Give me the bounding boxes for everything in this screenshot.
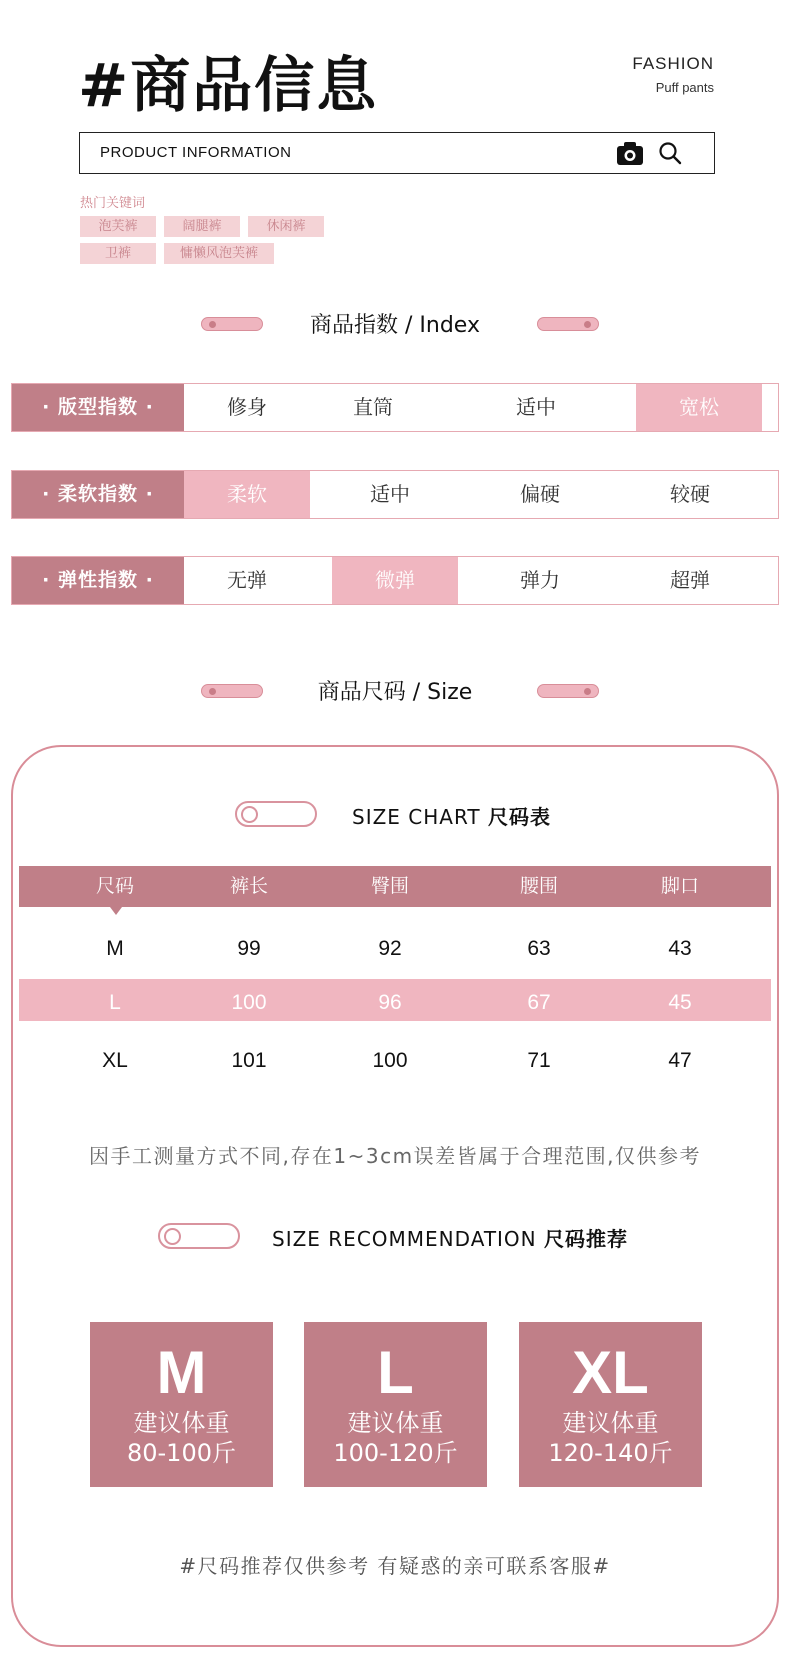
page-title: #商品信息 xyxy=(78,51,379,121)
elasticity-option-none: 无弹 xyxy=(227,568,267,592)
decor-pill-right xyxy=(537,317,599,331)
table-cell: 101 xyxy=(231,1049,267,1072)
column-header-size: 尺码 xyxy=(95,875,134,897)
column-header-length: 裤长 xyxy=(229,875,268,897)
recommendation-size: M xyxy=(156,1339,207,1406)
recommendation-size: XL xyxy=(572,1339,649,1406)
recommendation-card-l xyxy=(304,1322,487,1487)
fit-option-loose: 宽松 xyxy=(636,384,762,431)
column-header-waist: 腰围 xyxy=(519,875,558,897)
recommendation-card-m xyxy=(90,1322,273,1487)
fit-option-regular: 适中 xyxy=(516,395,556,419)
size-recommendation-heading-cn: 尺码推荐 xyxy=(544,1227,628,1251)
column-header-hip: 臀围 xyxy=(370,875,409,897)
elasticity-index-row xyxy=(11,556,779,605)
recommendation-range: 120-140斤 xyxy=(548,1439,673,1467)
search-bar[interactable] xyxy=(79,132,715,174)
fashion-subtitle: Puff pants xyxy=(655,80,714,95)
search-icon[interactable] xyxy=(658,141,682,165)
fit-index-label: · 版型指数 · xyxy=(12,384,184,431)
decor-pill-right xyxy=(537,684,599,698)
elasticity-option-stretch: 弹力 xyxy=(520,568,560,592)
measurement-note: 因手工测量方式不同,存在1~3cm误差皆属于合理范围,仅供参考 xyxy=(89,1144,701,1168)
hot-keywords-label: 热门关键词 xyxy=(80,196,146,211)
softness-option-medium: 适中 xyxy=(370,482,410,506)
recommendation-card-xl xyxy=(519,1322,702,1487)
recommendation-label: 建议体重 xyxy=(562,1409,659,1437)
size-chart-heading-en: SIZE CHART xyxy=(352,805,481,829)
table-cell: 71 xyxy=(527,1049,551,1072)
softness-option-hard: 较硬 xyxy=(670,482,710,506)
size-chart-heading xyxy=(352,801,551,830)
recommendation-label: 建议体重 xyxy=(347,1409,444,1437)
size-chart-heading-cn: 尺码表 xyxy=(488,805,551,829)
decor-pill-left xyxy=(201,317,263,331)
elasticity-option-slight: 微弹 xyxy=(332,557,458,604)
fit-option-slim: 修身 xyxy=(227,395,267,419)
recommendation-label: 建议体重 xyxy=(133,1409,230,1437)
camera-icon[interactable] xyxy=(616,140,644,166)
fashion-label: FASHION xyxy=(632,54,714,73)
keyword-tag[interactable]: 卫裤 xyxy=(80,243,156,264)
fit-option-straight: 直筒 xyxy=(353,395,393,419)
index-section-title: 商品指数 / Index xyxy=(310,313,480,338)
recommendation-range: 100-120斤 xyxy=(333,1439,458,1467)
table-cell: XL xyxy=(102,1049,128,1072)
recommendation-range: 80-100斤 xyxy=(126,1439,236,1467)
table-cell: 96 xyxy=(378,991,402,1014)
elasticity-index-label: · 弹性指数 · xyxy=(12,557,184,604)
keyword-tag[interactable]: 阔腿裤 xyxy=(164,216,240,237)
table-cell: 45 xyxy=(668,991,692,1014)
table-cell: 92 xyxy=(378,937,402,960)
size-table-header xyxy=(19,866,771,907)
header-caret xyxy=(110,907,122,915)
table-cell: 100 xyxy=(231,991,267,1014)
recommendation-footer: #尺码推荐仅供参考 有疑惑的亲可联系客服# xyxy=(179,1554,611,1578)
column-header-hem: 脚口 xyxy=(660,875,699,897)
softness-option-firm: 偏硬 xyxy=(520,482,560,506)
recommendation-size: L xyxy=(377,1339,414,1406)
keyword-tag[interactable]: 慵懒风泡芙裤 xyxy=(164,243,274,264)
table-cell: 100 xyxy=(372,1049,408,1072)
search-text: PRODUCT INFORMATION xyxy=(100,144,292,161)
softness-index-row xyxy=(11,470,779,519)
fit-index-row xyxy=(11,383,779,432)
size-recommendation-heading-en: SIZE RECOMMENDATION xyxy=(272,1227,537,1251)
table-cell: M xyxy=(106,937,124,960)
size-recommendation-heading xyxy=(272,1223,628,1252)
table-cell: 63 xyxy=(527,937,551,960)
keyword-tag[interactable]: 休闲裤 xyxy=(248,216,324,237)
table-cell: 43 xyxy=(668,937,692,960)
table-cell: 67 xyxy=(527,991,551,1014)
table-cell: L xyxy=(109,991,121,1014)
softness-index-label: · 柔软指数 · xyxy=(12,471,184,518)
table-cell: 99 xyxy=(237,937,261,960)
size-recommendation-toggle-icon xyxy=(158,1223,240,1249)
decor-pill-left xyxy=(201,684,263,698)
softness-option-soft: 柔软 xyxy=(184,471,310,518)
size-chart-toggle-icon xyxy=(235,801,317,827)
keyword-tag[interactable]: 泡芙裤 xyxy=(80,216,156,237)
table-cell: 47 xyxy=(668,1049,692,1072)
size-section-title: 商品尺码 / Size xyxy=(317,680,473,705)
elasticity-option-super: 超弹 xyxy=(670,568,710,592)
